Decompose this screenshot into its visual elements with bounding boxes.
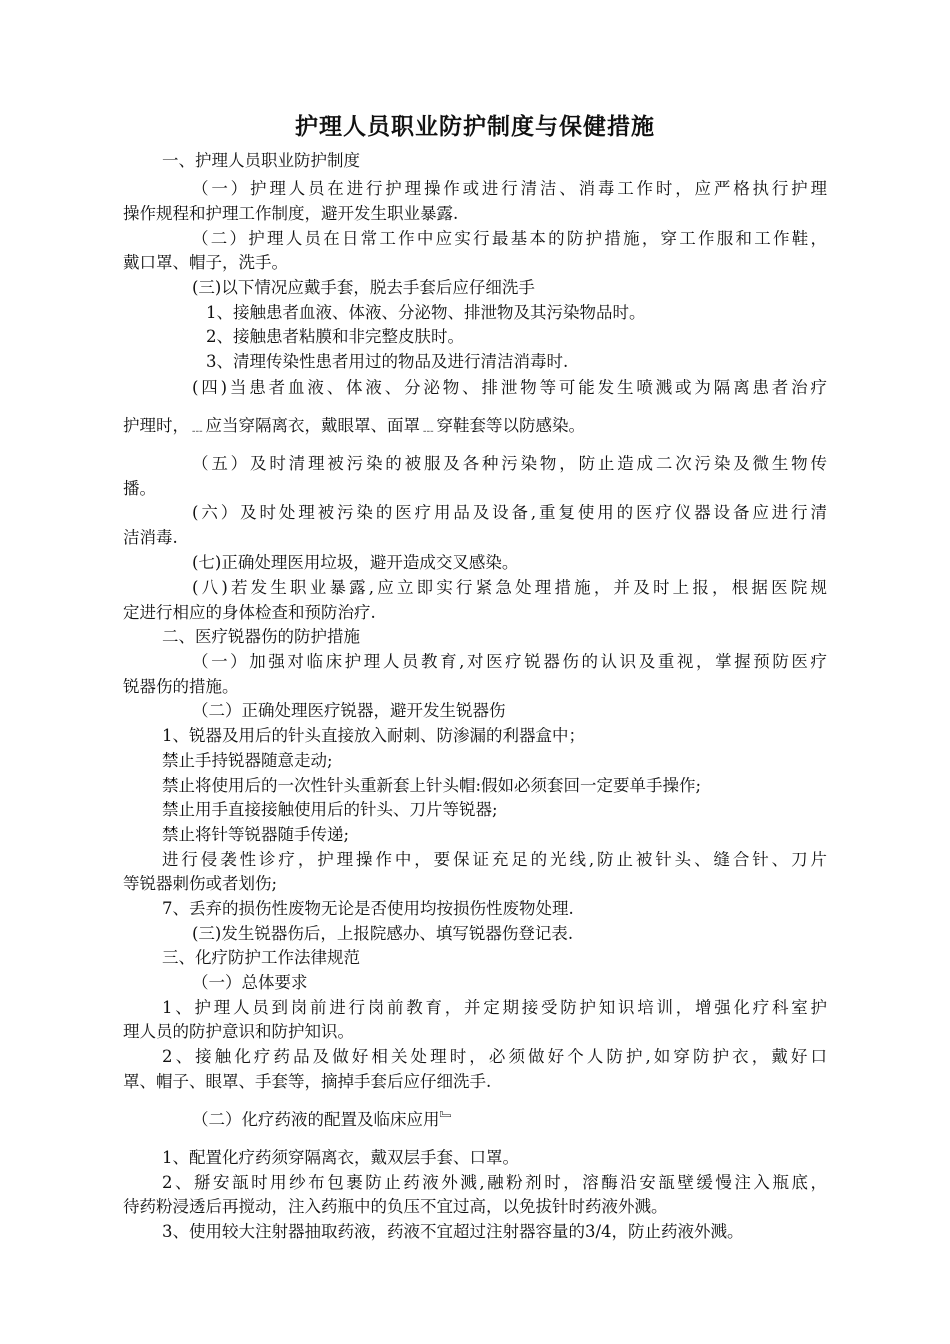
paragraph-line: （一）护理人员在进行护理操作或进行清洁、消毒工作时，应严格执行护理: [192, 179, 827, 198]
list-item: 1、锐器及用后的针头直接放入耐刺、防渗漏的利器盒中；: [162, 726, 585, 745]
section-heading: 一、护理人员职业防护制度: [162, 151, 360, 170]
paragraph-line: 待药粉浸透后再搅动，注入药瓶中的负压不宜过高，以免拔针时药液外溅。: [123, 1197, 668, 1216]
list-item: 2、接触患者粘膜和非完整皮肤时。: [206, 327, 464, 346]
document-title: 护理人员职业防护制度与保健措施: [295, 113, 655, 140]
paragraph-line: 护理时，﹍应当穿隔离衣，戴眼罩、面罩﹍穿鞋套等以防感染。: [123, 416, 585, 435]
list-item: 1、配置化疗药须穿隔离衣，戴双层手套、口罩。: [162, 1148, 519, 1167]
paragraph-line: (六）及时处理被污染的医疗用品及设备,重复使用的医疗仪器设备应进行清: [192, 503, 827, 522]
paragraph-line: 操作规程和护理工作制度，避开发生职业暴露.: [123, 204, 459, 223]
paragraph-line: 定进行相应的身体检查和预防治疗.: [123, 603, 376, 622]
list-item: 2、掰安瓿时用纱布包裹防止药液外溅,融粉剂时，溶酶沿安瓿壁缓慢注入瓶底，: [162, 1173, 827, 1192]
paragraph-line: (七)正确处理医用垃圾，避开造成交叉感染。: [192, 553, 519, 572]
paragraph-line: (四)当患者血液、体液、分泌物、排泄物等可能发生喷溅或为隔离患者治疗: [192, 378, 827, 397]
list-item: 禁止用手直接接触使用后的针头、刀片等锐器;: [162, 800, 498, 819]
paragraph-line: （一）加强对临床护理人员教育,对医疗锐器伤的认识及重视，掌握预防医疗: [192, 652, 827, 671]
subsection-heading: （二）化疗药液的配置及临床应用﹄: [192, 1110, 456, 1129]
section-heading: 三、化疗防护工作法律规范: [162, 948, 360, 967]
list-item: 禁止手持锐器随意走动;: [162, 751, 333, 770]
list-item: 3、使用较大注射器抽取药液，药液不宜超过注射器容量的3/4，防止药液外溅。: [162, 1222, 744, 1241]
paragraph-line: 洁消毒.: [123, 528, 178, 547]
section-heading: 二、医疗锐器伤的防护措施: [162, 627, 360, 646]
paragraph-line: 等锐器刺伤或者划伤;: [123, 874, 278, 893]
list-item: 3、清理传染性患者用过的物品及进行清洁消毒时.: [206, 352, 569, 371]
paragraph-line: （二）护理人员在日常工作中应实行最基本的防护措施，穿工作服和工作鞋，: [192, 229, 827, 248]
list-item: 7、丢弃的损伤性废物无论是否使用均按损伤性废物处理.: [162, 899, 574, 918]
list-item: 进行侵袭性诊疗，护理操作中，要保证充足的光线,防止被针头、缝合针、刀片: [162, 850, 827, 869]
paragraph-line: （二）正确处理医疗锐器，避开发生锐器伤: [192, 701, 506, 720]
paragraph-line: (三)以下情况应戴手套，脱去手套后应仔细洗手: [192, 278, 535, 297]
paragraph-line: 锐器伤的措施。: [123, 677, 239, 696]
subsection-heading: （一）总体要求: [192, 973, 308, 992]
paragraph-line: (八)若发生职业暴露,应立即实行紧急处理措施，并及时上报，根据医院规: [192, 578, 827, 597]
list-item: 2、接触化疗药品及做好相关处理时，必须做好个人防护,如穿防护衣，戴好口: [162, 1047, 827, 1066]
list-item: 禁止将使用后的一次性针头重新套上针头帽:假如必须套回一定要单手操作;: [162, 776, 702, 795]
list-item: 禁止将针等锐器随手传递;: [162, 825, 350, 844]
list-item: 1、护理人员到岗前进行岗前教育，并定期接受防护知识培训，增强化疗科室护: [162, 998, 827, 1017]
paragraph-line: 播。: [123, 479, 156, 498]
list-item: 1、接触患者血液、体液、分泌物、排泄物及其污染物品时。: [206, 303, 646, 322]
paragraph-line: （五）及时清理被污染的被服及各种污染物，防止造成二次污染及微生物传: [192, 454, 827, 473]
paragraph-line: (三)发生锐器伤后，上报院感办、填写锐器伤登记表.: [192, 924, 574, 943]
paragraph-line: 理人员的防护意识和防护知识。: [123, 1022, 354, 1041]
paragraph-line: 罩、帽子、眼罩、手套等，摘掉手套后应仔细洗手.: [123, 1072, 492, 1091]
paragraph-line: 戴口罩、帽子，洗手。: [123, 253, 288, 272]
